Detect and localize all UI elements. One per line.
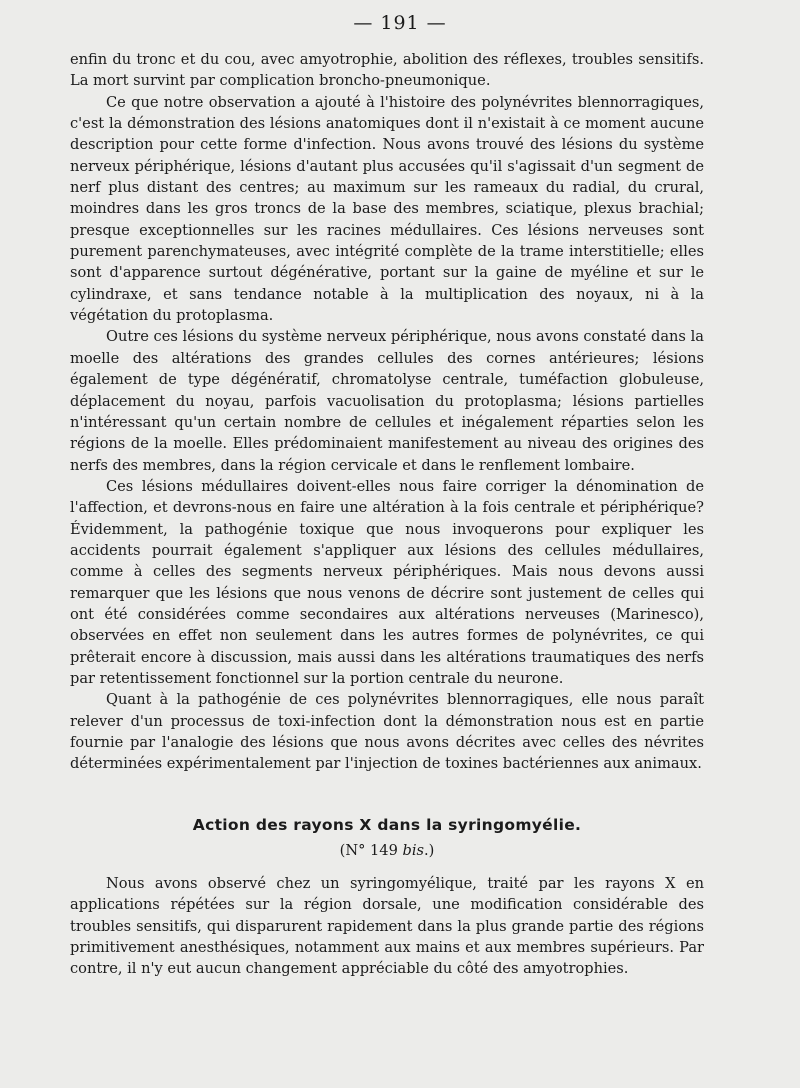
paragraph: enfin du tronc et du cou, avec amyotrophie, abolition des réflexes, troubles sensitifs. La mort survint par complication broncho-pneumonique. (70, 51, 704, 90)
reference-italic: bis (402, 842, 425, 859)
paragraph: Ce que notre observation a ajouté à l'histoire des polynévrites blennorragiques, c'est la démonstration des lésions anatomiques dont il n'existait à ce moment aucune description pour cette forme d'infection. Nous avons trouvé des lésions du système nerveux périphérique, lésions d'autant plus accusées qu'il s'agissait d'un segment de nerf plus distant des centres; au maximum sur les rameaux du radial, du crural, moindres dans les gros troncs de la base des membres, sciatique, plexus brachial; presque exceptionnelles sur les racines médullaires. Ces lésions nerveuses sont purement parenchymateuses, avec intégrité complète de la trame interstitielle; elles sont d'apparence surtout dégénérative, portant sur la gaine de myéline et sur le cylindraxe, et sans tendance notable à la multiplication des noyaux, ni à la végétation du protoplasma. (70, 93, 704, 325)
reference-prefix: (N° 149 (339, 842, 403, 859)
page-number: — 191 — (353, 12, 447, 34)
paragraph: Ces lésions médullaires doivent-elles nous faire corriger la dénomination de l'affection, et devrons-nous en faire une altération à la fois centrale et périphérique? Évidemment, la pathogénie toxique que nous invoquerons pour expliquer les accidents pourrait également s'appliquer aux lésions des cellules médullaires, comme à celles des segments nerveux périphériques. Mais nous devons aussi remarquer que les lésions que nous venons de décrire sont justement de celles qui ont été considérées comme secondaires aux altérations nerveuses (Marinesco), observées en effet non seulement dans les autres formes de polynévrites, ce qui prêterait encore à discussion, mais aussi dans les altérations traumatiques des nerfs par retentissement fonctionnel sur la portion centrale du neurone. (70, 477, 704, 687)
reference-suffix: .) (424, 842, 435, 859)
section-heading: Action des rayons X dans la syringomyélie. (192, 816, 582, 834)
section-reference (70, 842, 704, 859)
section-body-text (70, 873, 704, 980)
paragraph: Quant à la pathogénie de ces polynévrites blennorragiques, elle nous paraît relever d'un processus de toxi-infection dont la démonstration nous est en partie fournie par l'analogie des lésions que nous avons décrites avec celles des névrites déterminées expérimentalement par l'injection de toxines bactériennes aux animaux. (70, 691, 704, 773)
body-text (70, 49, 704, 775)
paragraph: Nous avons observé chez un syringomyélique, traité par les rayons X en applications répétées sur la région dorsale, une modification considérable des troubles sensitifs, qui disparurent rapidement dans la plus grande partie des régions primitivement anesthésiques, notamment aux mains et aux membres supérieurs. Par contre, il n'y eut aucun changement appréciable du côté des amyotrophies. (70, 875, 704, 978)
paragraph: Outre ces lésions du système nerveux périphérique, nous avons constaté dans la moelle des altérations des grandes cellules des cornes antérieures; lésions également de type dégénératif, chromatolyse centrale, tuméfaction globuleuse, déplacement du noyau, parfois vacuolisation du protoplasma; lésions partielles n'intéressant qu'un certain nombre de cellules et inégalement réparties selon les régions de la moelle. Elles prédominaient manifestement au niveau des origines des nerfs des membres, dans la région cervicale et dans le renflement lombaire. (70, 328, 704, 474)
